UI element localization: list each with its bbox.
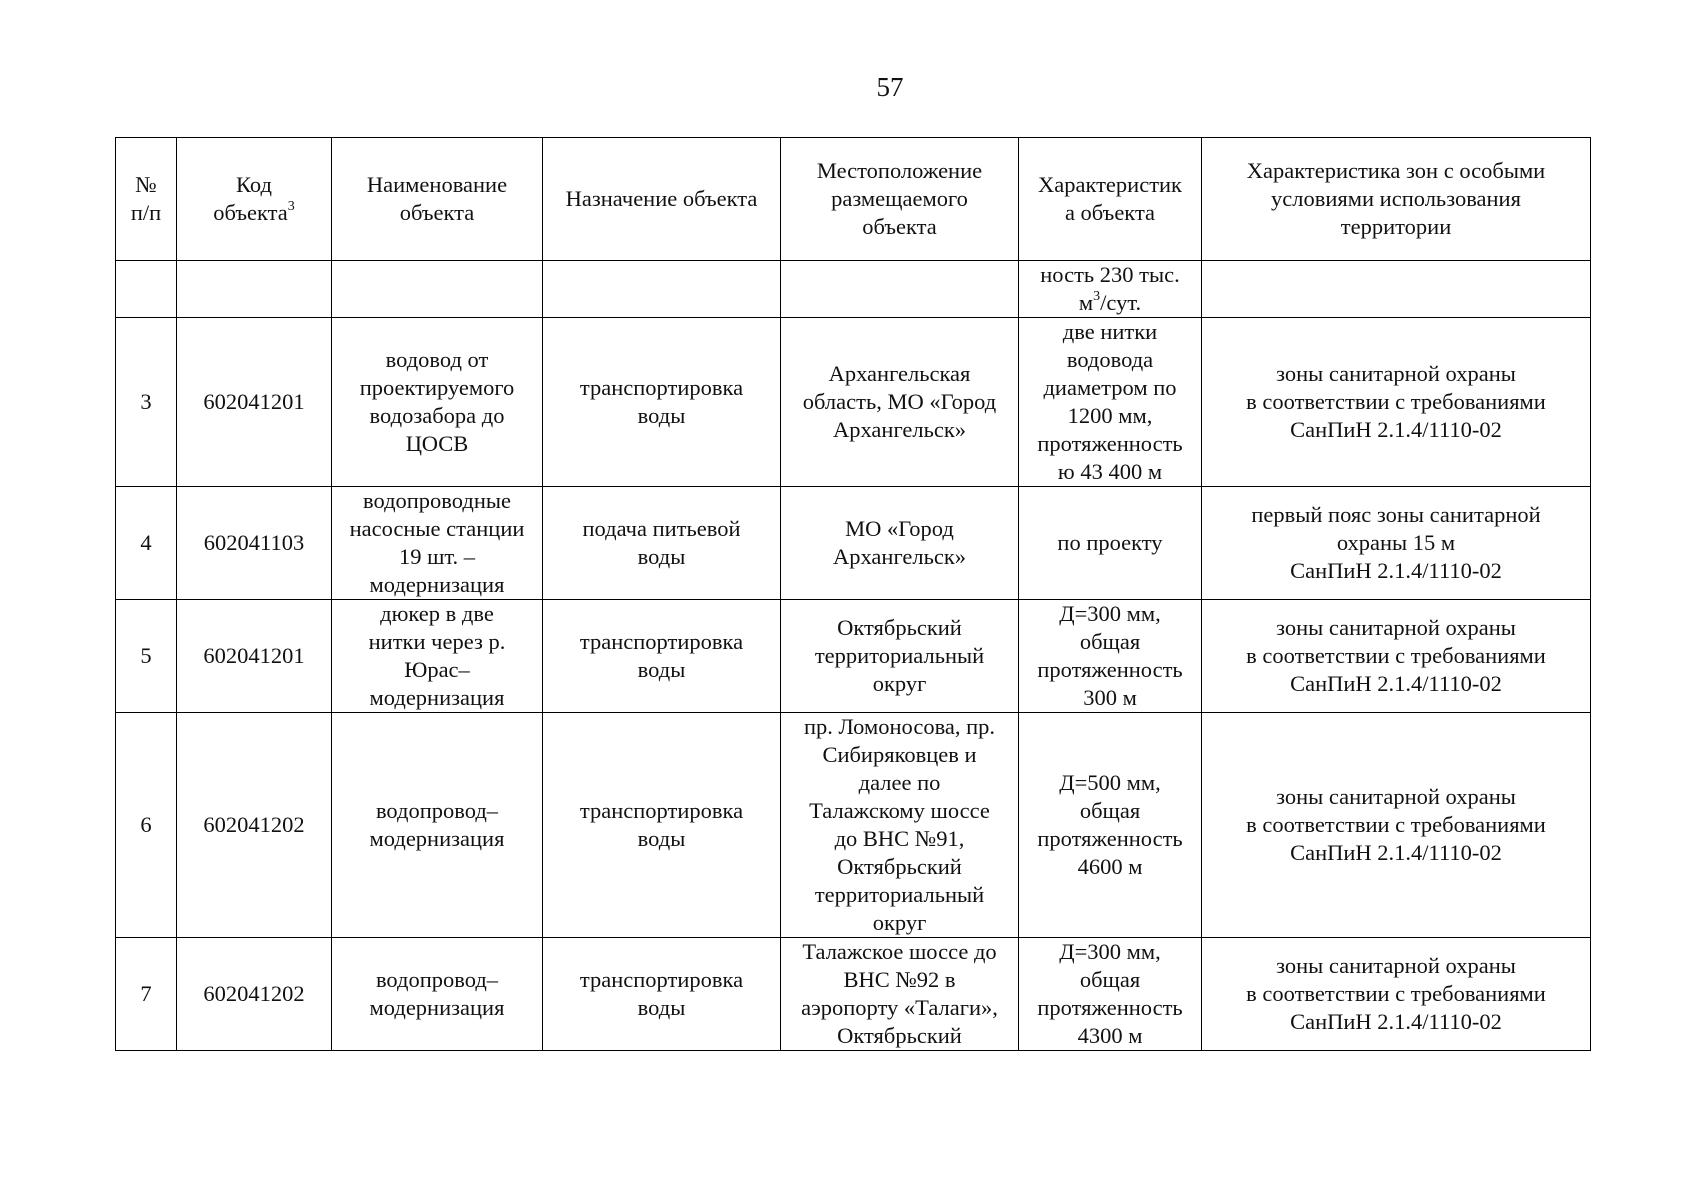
cell-location: Октябрьский территориальный округ [781,600,1019,713]
header-num: № п/п [116,138,177,261]
cell-characteristics: две нитки водовода диаметром по 1200 мм, протяженность ю 43 400 м [1019,318,1202,487]
cell-name [332,261,543,318]
cell-name: водовод от проектируемого водозабора до ЦОСВ [332,318,543,487]
objects-table [115,137,1591,1051]
header-purpose: Назначение объекта [543,138,781,261]
cell-characteristics: Д=500 мм, общая протяженность 4600 м [1019,713,1202,938]
cell-num [116,261,177,318]
header-zones: Характеристика зон с особыми условиями использования территории [1202,138,1591,261]
cell-purpose: транспортировка воды [543,938,781,1051]
cell-code: 602041103 [177,487,332,600]
table-row [116,938,1591,1051]
cell-code: 602041202 [177,713,332,938]
header-characteristics: Характеристик а объекта [1019,138,1202,261]
cell-location: МО «Город Архангельск» [781,487,1019,600]
table-row [116,713,1591,938]
cell-purpose: подача питьевой воды [543,487,781,600]
table-row [116,600,1591,713]
table-header-row [116,138,1591,261]
cell-purpose: транспортировка воды [543,600,781,713]
cell-name: водопроводные насосные станции 19 шт. – модернизация [332,487,543,600]
cell-zones: зоны санитарной охраны в соответствии с требованиями СанПиН 2.1.4/1110-02 [1202,713,1591,938]
cell-num: 7 [116,938,177,1051]
cell-name: водопровод– модернизация [332,938,543,1051]
cell-characteristics: по проекту [1019,487,1202,600]
cell-num: 6 [116,713,177,938]
cell-zones: зоны санитарной охраны в соответствии с требованиями СанПиН 2.1.4/1110-02 [1202,938,1591,1051]
footnote-ref: 3 [287,198,295,214]
cell-characteristics: Д=300 мм, общая протяженность 300 м [1019,600,1202,713]
cell-code: 602041201 [177,318,332,487]
cell-purpose: транспортировка воды [543,318,781,487]
cell-zones: первый пояс зоны санитарной охраны 15 м СанПиН 2.1.4/1110-02 [1202,487,1591,600]
cell-code: 602041201 [177,600,332,713]
table-row [116,487,1591,600]
cell-zones [1202,261,1591,318]
cell-characteristics: Д=300 мм, общая протяженность 4300 м [1019,938,1202,1051]
cell-num: 5 [116,600,177,713]
page-number: 57 [876,72,904,102]
cell-name: дюкер в две нитки через р. Юрас– модернизация [332,600,543,713]
table-row [116,318,1591,487]
cell-num: 3 [116,318,177,487]
cell-num: 4 [116,487,177,600]
cell-purpose: транспортировка воды [543,713,781,938]
cell-name: водопровод– модернизация [332,713,543,938]
cell-purpose [543,261,781,318]
cell-location: пр. Ломоносова, пр. Сибиряковцев и далее по Талажскому шоссе до ВНС №91, Октябрьский территориальный округ [781,713,1019,938]
cell-code [177,261,332,318]
cell-zones: зоны санитарной охраны в соответствии с требованиями СанПиН 2.1.4/1110-02 [1202,600,1591,713]
header-code: Код объекта$^3$ [177,138,332,261]
cell-location [781,261,1019,318]
table-row-continuation [116,261,1591,318]
cell-location: Архангельская область, МО «Город Архангельск» [781,318,1019,487]
header-name: Наименование объекта [332,138,543,261]
cell-location: Талажское шоссе до ВНС №92 в аэропорту «Талаги», Октябрьский [781,938,1019,1051]
cell-code: 602041202 [177,938,332,1051]
cell-characteristics: ность 230 тыс. $м^3$/сут. [1019,261,1202,318]
header-location: Местоположение размещаемого объекта [781,138,1019,261]
cell-zones: зоны санитарной охраны в соответствии с требованиями СанПиН 2.1.4/1110-02 [1202,318,1591,487]
